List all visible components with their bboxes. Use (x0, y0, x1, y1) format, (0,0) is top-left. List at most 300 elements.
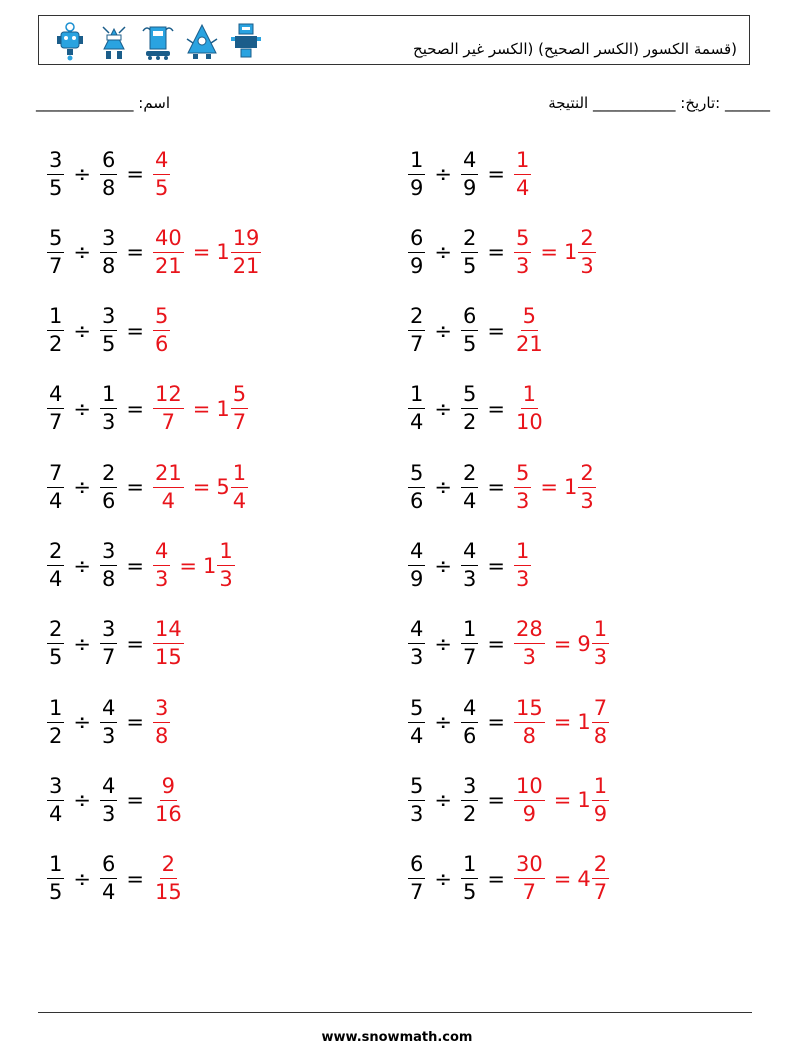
answer-fraction-numerator: 40 (153, 227, 184, 253)
answer (150, 775, 187, 826)
equals-sign: = (126, 788, 144, 813)
dividend-fraction-denominator: 9 (410, 253, 424, 278)
mixed-fraction (578, 462, 595, 513)
dividend-fraction-denominator: 4 (49, 801, 63, 826)
divisor-fraction-numerator: 3 (461, 775, 478, 801)
answer (511, 149, 534, 200)
equals-sign: = (126, 396, 144, 421)
problem-item (44, 609, 187, 679)
problem-item (44, 531, 238, 601)
problem-item (44, 452, 251, 522)
divide-sign: ÷ (73, 396, 91, 421)
answer-fraction-denominator: 3 (515, 253, 530, 278)
answer-equals-sign: = (192, 240, 211, 265)
dividend-fraction (408, 305, 425, 356)
answer-fraction-denominator: 9 (522, 801, 537, 826)
answer (150, 618, 187, 669)
answer-fraction-numerator: 21 (153, 462, 184, 488)
divisor-fraction-denominator: 4 (101, 880, 116, 905)
mixed-numerator: 7 (592, 697, 609, 723)
dividend-fraction-denominator: 4 (49, 488, 63, 513)
equals-sign: = (126, 553, 144, 578)
mixed-denominator: 4 (232, 488, 247, 513)
equals-sign: = (126, 631, 144, 656)
dividend-fraction (408, 697, 425, 748)
divisor-fraction-denominator: 7 (101, 645, 116, 670)
divisor-fraction-denominator: 5 (462, 332, 477, 357)
answer-fraction (514, 149, 531, 200)
dividend-fraction-numerator: 2 (47, 540, 64, 566)
equals-sign: = (487, 396, 505, 421)
divisor-fraction-numerator: 3 (100, 227, 117, 253)
divide-sign: ÷ (434, 396, 452, 421)
divide-sign: ÷ (73, 475, 91, 500)
problem-item (405, 452, 599, 522)
mixed-whole: 9 (577, 631, 591, 656)
mixed-denominator: 8 (593, 723, 608, 748)
problem-item (405, 687, 612, 757)
dividend-fraction-denominator: 9 (410, 567, 424, 591)
dividend-fraction-numerator: 4 (408, 540, 425, 566)
answer-fraction (153, 462, 184, 513)
problem-item (44, 374, 251, 444)
divisor-fraction (461, 383, 478, 434)
divisor-fraction-numerator: 2 (461, 462, 478, 488)
answer-fraction-denominator: 10 (515, 410, 543, 435)
answer-fraction-denominator: 3 (154, 567, 169, 591)
divisor-fraction (100, 149, 117, 200)
divisor-fraction-denominator: 8 (101, 253, 116, 278)
equals-sign: = (126, 866, 144, 891)
answer-fraction-numerator: 10 (514, 775, 545, 801)
divisor-fraction-denominator: 3 (101, 410, 116, 435)
equals-sign: = (126, 318, 144, 343)
equals-sign: = (126, 475, 144, 500)
divisor-fraction-denominator: 8 (101, 175, 116, 200)
divisor-fraction-denominator: 3 (101, 801, 116, 826)
problem-item (405, 296, 548, 366)
divisor-fraction-denominator: 2 (462, 801, 477, 826)
problem-item (405, 531, 534, 601)
mixed-whole: 1 (216, 240, 230, 265)
mixed-denominator: 7 (593, 880, 608, 905)
dividend-fraction-numerator: 5 (47, 227, 64, 253)
dividend-fraction (47, 697, 64, 748)
dividend-fraction-numerator: 1 (408, 149, 425, 175)
dividend-fraction-denominator: 3 (410, 801, 424, 826)
answer-fraction-denominator: 4 (161, 488, 176, 513)
answer-fraction-denominator: 8 (522, 723, 537, 748)
divisor-fraction-denominator: 8 (101, 567, 116, 591)
answer-fraction (514, 540, 531, 591)
mixed-denominator: 21 (232, 253, 260, 278)
dividend-fraction (408, 383, 425, 434)
divisor-fraction-numerator: 3 (100, 618, 117, 644)
answer-fraction (153, 540, 170, 591)
dividend-fraction-numerator: 4 (408, 618, 425, 644)
mixed-numerator: 1 (592, 775, 609, 801)
dividend-fraction (408, 462, 425, 513)
divisor-fraction-denominator: 3 (101, 723, 116, 748)
divisor-fraction-numerator: 2 (461, 227, 478, 253)
mixed-numerator: 19 (231, 227, 262, 253)
answer (511, 540, 534, 591)
answer (511, 697, 612, 748)
dividend-fraction-numerator: 6 (408, 227, 425, 253)
answer-fraction-denominator: 4 (515, 175, 530, 200)
dividend-fraction (47, 853, 64, 904)
date-result-line: ______ :تاريخ: ___________ النتيجة (548, 94, 770, 112)
answer-equals-sign: = (553, 710, 572, 735)
answer-fraction-numerator: 4 (153, 149, 170, 175)
dividend-fraction-numerator: 6 (408, 853, 425, 879)
dividend-fraction (47, 775, 64, 826)
dividend-fraction-numerator: 1 (47, 305, 64, 331)
answer-fraction-denominator: 21 (154, 253, 182, 278)
answer-fraction (153, 618, 184, 669)
equals-sign: = (126, 240, 144, 265)
mixed-fraction (592, 775, 609, 826)
mixed-denominator: 3 (580, 253, 594, 278)
divisor-fraction-numerator: 2 (100, 462, 117, 488)
problem-item (44, 139, 173, 209)
mixed-fraction (592, 853, 609, 904)
divisor-fraction-numerator: 4 (100, 697, 117, 723)
dividend-fraction-denominator: 7 (49, 253, 63, 278)
divisor-fraction-denominator: 5 (101, 332, 116, 357)
dividend-fraction-denominator: 4 (410, 410, 424, 435)
answer-fraction-numerator: 1 (514, 149, 531, 175)
divisor-fraction-numerator: 3 (100, 305, 117, 331)
answer-equals-sign: = (553, 788, 572, 813)
problem-item (44, 844, 187, 914)
dividend-fraction-numerator: 4 (47, 383, 64, 409)
answer-fraction (514, 305, 545, 356)
dividend-fraction (408, 227, 425, 278)
divide-sign: ÷ (434, 318, 452, 343)
dividend-fraction-numerator: 7 (47, 462, 64, 488)
mixed-numerator: 1 (592, 618, 609, 644)
answer (511, 462, 599, 513)
dividend-fraction-numerator: 3 (47, 149, 64, 175)
equals-sign: = (487, 162, 505, 186)
answer (150, 853, 187, 904)
answer-fraction (514, 462, 531, 513)
mixed-whole: 1 (216, 396, 230, 421)
dividend-fraction-denominator: 2 (49, 332, 63, 357)
mixed-whole: 1 (577, 710, 591, 735)
divisor-fraction-denominator: 5 (462, 880, 477, 905)
mixed-whole: 4 (577, 866, 591, 891)
divisor-fraction (100, 853, 117, 904)
problem-item (405, 139, 534, 209)
answer-equals-sign: = (540, 240, 558, 265)
answer-fraction-numerator: 1 (514, 540, 531, 566)
answer-fraction-denominator: 21 (515, 332, 543, 357)
answer-fraction-numerator: 5 (521, 305, 538, 331)
answer-fraction-numerator: 1 (521, 383, 538, 409)
answer-fraction-denominator: 3 (522, 645, 537, 670)
answer-fraction (514, 775, 545, 826)
problem-item (405, 844, 612, 914)
dividend-fraction-numerator: 2 (408, 305, 425, 331)
dividend-fraction (408, 540, 425, 591)
answer (511, 227, 599, 278)
equals-sign: = (126, 162, 144, 186)
divisor-fraction-numerator: 4 (461, 149, 478, 175)
divisor-fraction (100, 697, 117, 748)
mixed-numerator: 2 (592, 853, 609, 879)
divisor-fraction (100, 540, 117, 591)
answer-fraction (514, 853, 545, 904)
divisor-fraction (461, 775, 478, 826)
divisor-fraction-numerator: 1 (461, 618, 478, 644)
divisor-fraction (100, 227, 117, 278)
answer-fraction (153, 697, 170, 748)
dividend-fraction-denominator: 4 (410, 723, 424, 748)
dividend-fraction-denominator: 7 (49, 410, 63, 435)
divide-sign: ÷ (73, 710, 91, 735)
mixed-denominator: 3 (219, 567, 233, 591)
answer-fraction-denominator: 3 (515, 567, 530, 591)
mixed-fraction (231, 227, 262, 278)
dividend-fraction (408, 853, 425, 904)
dividend-fraction (408, 618, 425, 669)
footer-url: www.snowmath.com (321, 1030, 473, 1045)
dividend-fraction-numerator: 5 (408, 697, 425, 723)
answer-fraction-numerator: 12 (153, 383, 184, 409)
divisor-fraction-numerator: 5 (461, 383, 478, 409)
dividend-fraction (47, 305, 64, 356)
equals-sign: = (126, 710, 144, 735)
answer-fraction (153, 383, 184, 434)
dividend-fraction-numerator: 1 (47, 697, 64, 723)
equals-sign: = (487, 475, 505, 500)
answer-equals-sign: = (553, 866, 572, 891)
divide-sign: ÷ (434, 162, 452, 186)
equals-sign: = (487, 553, 505, 578)
answer-fraction-denominator: 8 (154, 723, 169, 748)
answer (511, 383, 548, 434)
dividend-fraction (47, 540, 64, 591)
answer-equals-sign: = (553, 631, 572, 656)
dividend-fraction-numerator: 3 (47, 775, 64, 801)
divisor-fraction-numerator: 1 (461, 853, 478, 879)
mixed-numerator: 1 (217, 540, 234, 566)
dividend-fraction-denominator: 2 (49, 723, 63, 748)
dividend-fraction-denominator: 4 (49, 567, 63, 591)
divisor-fraction-denominator: 5 (462, 253, 477, 278)
mixed-whole: 5 (216, 475, 230, 500)
answer-fraction (153, 149, 170, 200)
answer-equals-sign: = (192, 396, 211, 421)
dividend-fraction-numerator: 1 (408, 383, 425, 409)
answer (150, 227, 264, 278)
equals-sign: = (487, 318, 505, 343)
divide-sign: ÷ (434, 240, 452, 265)
divide-sign: ÷ (434, 553, 452, 578)
mixed-whole: 1 (563, 475, 578, 500)
divisor-fraction (461, 227, 478, 278)
dividend-fraction (47, 618, 64, 669)
divisor-fraction (100, 305, 117, 356)
answer-fraction-numerator: 5 (153, 305, 170, 331)
dividend-fraction-denominator: 3 (410, 645, 424, 670)
divide-sign: ÷ (73, 788, 91, 813)
divide-sign: ÷ (434, 866, 452, 891)
divisor-fraction (461, 540, 478, 591)
answer (150, 383, 251, 434)
problem-item (405, 765, 612, 835)
answer-fraction (153, 853, 184, 904)
mixed-whole: 1 (577, 788, 591, 813)
name-line: اسم: _____________ (36, 94, 171, 112)
mixed-fraction (231, 383, 248, 434)
answer-fraction (514, 618, 545, 669)
divisor-fraction (461, 853, 478, 904)
answer-fraction-denominator: 15 (154, 645, 182, 670)
dividend-fraction (47, 462, 64, 513)
divisor-fraction-denominator: 4 (462, 488, 477, 513)
answer-fraction (514, 383, 545, 434)
answer-fraction-numerator: 9 (160, 775, 177, 801)
dividend-fraction (47, 383, 64, 434)
answer-fraction-numerator: 30 (514, 853, 545, 879)
mixed-numerator: 2 (578, 227, 595, 253)
mixed-fraction (578, 227, 595, 278)
divisor-fraction-denominator: 9 (462, 175, 477, 200)
answer (150, 462, 251, 513)
mixed-fraction (592, 697, 609, 748)
answer-fraction-numerator: 15 (514, 697, 545, 723)
problem-item (44, 765, 187, 835)
dividend-fraction-numerator: 5 (408, 462, 425, 488)
dividend-fraction-denominator: 5 (49, 175, 63, 200)
answer-fraction-numerator: 5 (514, 227, 531, 253)
divide-sign: ÷ (73, 318, 91, 343)
dividend-fraction-denominator: 5 (49, 645, 63, 670)
dividend-fraction-denominator: 9 (410, 175, 424, 200)
problem-item (44, 687, 173, 757)
divide-sign: ÷ (434, 475, 452, 500)
answer-equals-sign: = (540, 475, 558, 500)
divisor-fraction-denominator: 7 (462, 645, 477, 670)
answer-fraction-numerator: 4 (153, 540, 170, 566)
divisor-fraction-numerator: 6 (100, 149, 117, 175)
answer-fraction (153, 775, 184, 826)
divisor-fraction (461, 697, 478, 748)
answer-fraction-denominator: 7 (161, 410, 176, 435)
answer (150, 149, 173, 200)
answer-fraction-numerator: 3 (153, 697, 170, 723)
answer (150, 697, 173, 748)
mixed-denominator: 9 (593, 801, 608, 826)
answer-fraction-denominator: 6 (154, 332, 169, 357)
divide-sign: ÷ (73, 631, 91, 656)
dividend-fraction (47, 227, 64, 278)
answer-fraction (153, 227, 184, 278)
mixed-numerator: 2 (578, 462, 595, 488)
answer (150, 305, 173, 356)
equals-sign: = (487, 866, 505, 891)
divisor-fraction (100, 775, 117, 826)
dividend-fraction (408, 775, 425, 826)
dividend-fraction-denominator: 6 (410, 488, 424, 513)
mixed-whole: 1 (563, 240, 578, 265)
divisor-fraction-numerator: 4 (461, 540, 478, 566)
divide-sign: ÷ (434, 788, 452, 813)
dividend-fraction-denominator: 7 (410, 332, 424, 357)
dividend-fraction-numerator: 2 (47, 618, 64, 644)
footer-divider (38, 1012, 752, 1013)
answer-fraction (153, 305, 170, 356)
answer-equals-sign: = (192, 475, 211, 500)
problem-item (44, 296, 173, 366)
mixed-fraction (231, 462, 248, 513)
answer-fraction-denominator: 15 (154, 880, 182, 905)
divisor-fraction-numerator: 6 (461, 305, 478, 331)
divisor-fraction-denominator: 3 (462, 567, 477, 591)
dividend-fraction-denominator: 7 (410, 880, 424, 905)
divisor-fraction (100, 462, 117, 513)
worksheet-title: (قسمة الكسور (الكسر الصحيح) (الكسر غير الصحيح (413, 40, 737, 58)
dividend-fraction-numerator: 1 (47, 853, 64, 879)
divisor-fraction-numerator: 4 (100, 775, 117, 801)
divisor-fraction-denominator: 6 (101, 488, 116, 513)
problem-item (405, 609, 612, 679)
dividend-fraction (47, 149, 64, 200)
divisor-fraction (461, 149, 478, 200)
answer-fraction-numerator: 14 (153, 618, 184, 644)
equals-sign: = (487, 631, 505, 656)
divisor-fraction (100, 383, 117, 434)
answer-fraction (514, 227, 531, 278)
dividend-fraction (408, 149, 425, 200)
mixed-denominator: 3 (593, 645, 608, 670)
divide-sign: ÷ (434, 631, 452, 656)
divisor-fraction-numerator: 3 (100, 540, 117, 566)
answer-fraction-denominator: 5 (154, 175, 169, 200)
answer (150, 540, 238, 591)
answer-fraction-numerator: 2 (160, 853, 177, 879)
divisor-fraction-denominator: 2 (462, 410, 477, 435)
answer-fraction-denominator: 16 (154, 801, 182, 826)
mixed-fraction (217, 540, 234, 591)
answer (511, 853, 612, 904)
mixed-denominator: 3 (580, 488, 594, 513)
mixed-fraction (592, 618, 609, 669)
divisor-fraction (100, 618, 117, 669)
answer-fraction (514, 697, 545, 748)
answer (511, 775, 612, 826)
mixed-numerator: 1 (231, 462, 248, 488)
mixed-whole: 1 (202, 553, 217, 578)
equals-sign: = (487, 788, 505, 813)
answer-fraction-denominator: 7 (522, 880, 537, 905)
divide-sign: ÷ (73, 162, 91, 186)
divide-sign: ÷ (73, 240, 91, 265)
problem-item (405, 374, 548, 444)
divisor-fraction (461, 618, 478, 669)
dividend-fraction-denominator: 5 (49, 880, 63, 905)
answer (511, 305, 548, 356)
answer-equals-sign: = (179, 553, 197, 578)
answer-fraction-denominator: 3 (515, 488, 530, 513)
divide-sign: ÷ (434, 710, 452, 735)
dividend-fraction-numerator: 5 (408, 775, 425, 801)
answer-fraction-numerator: 5 (514, 462, 531, 488)
answer-fraction-numerator: 28 (514, 618, 545, 644)
